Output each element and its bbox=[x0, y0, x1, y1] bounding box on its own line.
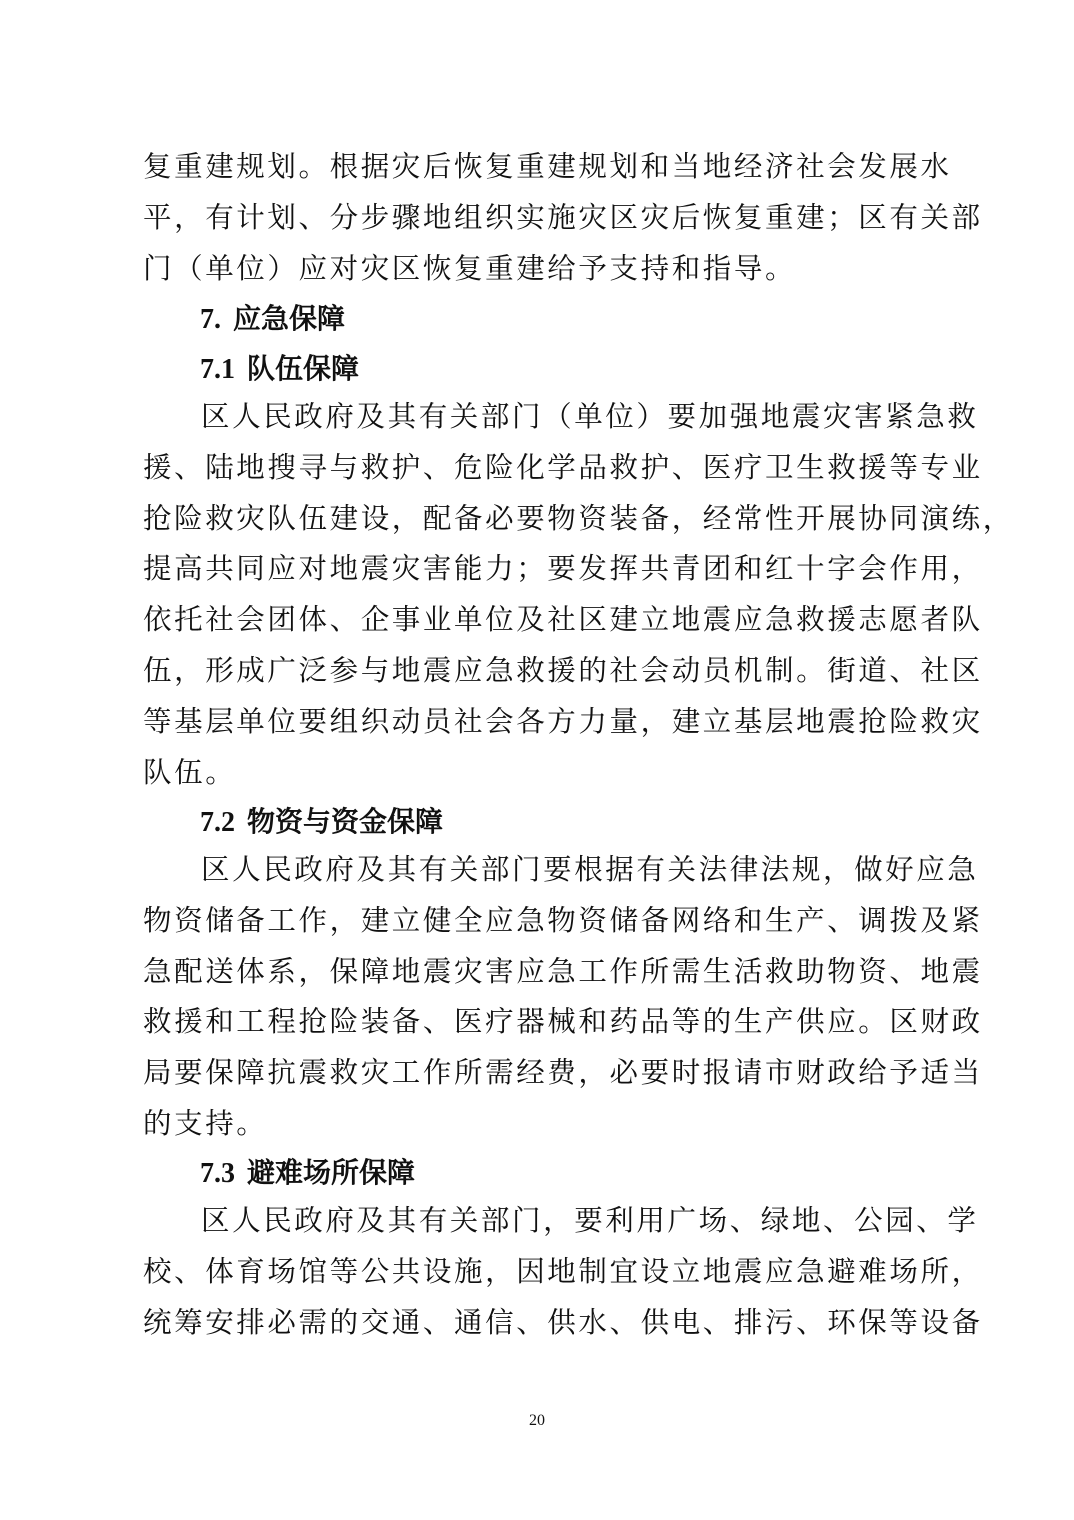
section-title: 应急保障 bbox=[233, 302, 346, 335]
text-line: 统筹安排必需的交通、通信、供水、供电、排污、环保等设备 bbox=[143, 1305, 983, 1339]
section-title: 物资与资金保障 bbox=[247, 805, 444, 838]
paragraph-materials-funds bbox=[143, 845, 983, 1150]
section-heading-7-1 bbox=[200, 344, 359, 395]
text-line: 提高共同应对地震灾害能力；要发挥共青团和红十字会作用， bbox=[143, 552, 983, 586]
text-line: 等基层单位要组织动员社会各方力量，建立基层地震抢险救灾 bbox=[143, 704, 983, 738]
paragraph-shelter-support bbox=[143, 1196, 983, 1348]
section-title: 队伍保障 bbox=[247, 352, 360, 385]
paragraph-team-support bbox=[143, 392, 1014, 798]
text-line: 校、体育场馆等公共设施，因地制宜设立地震应急避难场所， bbox=[143, 1254, 983, 1288]
text-line: 的支持。 bbox=[143, 1106, 268, 1140]
text-line: 复重建规划。根据灾后恢复重建规划和当地经济社会发展水 bbox=[143, 150, 952, 183]
section-heading-7-2 bbox=[200, 797, 443, 848]
section-title: 避难场所保障 bbox=[247, 1156, 416, 1189]
text-line: 援、陆地搜寻与救护、危险化学品救护、医疗卫生救援等专业 bbox=[143, 450, 983, 484]
section-number: 7.1 bbox=[200, 354, 235, 385]
text-line: 急配送体系，保障地震灾害应急工作所需生活救助物资、地震 bbox=[143, 954, 983, 988]
section-heading-7 bbox=[200, 294, 345, 345]
text-line: 队伍。 bbox=[143, 755, 237, 789]
text-line: 局要保障抗震救灾工作所需经费，必要时报请市财政给予适当 bbox=[143, 1056, 983, 1090]
text-line: 区人民政府及其有关部门，要利用广场、绿地、公园、学 bbox=[201, 1204, 979, 1237]
section-number: 7.2 bbox=[200, 807, 235, 838]
text-line: 物资储备工作，建立健全应急物资储备网络和生产、调拨及紧 bbox=[143, 903, 983, 937]
text-line: 平，有计划、分步骤地组织实施灾区灾后恢复重建；区有关部 bbox=[143, 200, 983, 234]
section-heading-7-3 bbox=[200, 1148, 415, 1199]
section-number: 7. bbox=[200, 304, 221, 335]
section-number: 7.3 bbox=[200, 1158, 235, 1189]
text-line: 抢险救灾队伍建设，配备必要物资装备，经常性开展协同演练， bbox=[143, 501, 1014, 535]
text-line: 救援和工程抢险装备、医疗器械和药品等的生产供应。区财政 bbox=[143, 1005, 983, 1039]
text-line: 区人民政府及其有关部门要根据有关法律法规，做好应急 bbox=[201, 853, 979, 886]
text-line: 门（单位）应对灾区恢复重建给予支持和指导。 bbox=[143, 251, 797, 285]
text-line: 伍，形成广泛参与地震应急救援的社会动员机制。街道、社区 bbox=[143, 653, 983, 687]
paragraph-recovery-continued bbox=[143, 142, 983, 294]
text-line: 区人民政府及其有关部门（单位）要加强地震灾害紧急救 bbox=[201, 400, 979, 433]
text-line: 依托社会团体、企事业单位及社区建立地震应急救援志愿者队 bbox=[143, 603, 983, 637]
page-number: 20 bbox=[529, 1412, 545, 1429]
